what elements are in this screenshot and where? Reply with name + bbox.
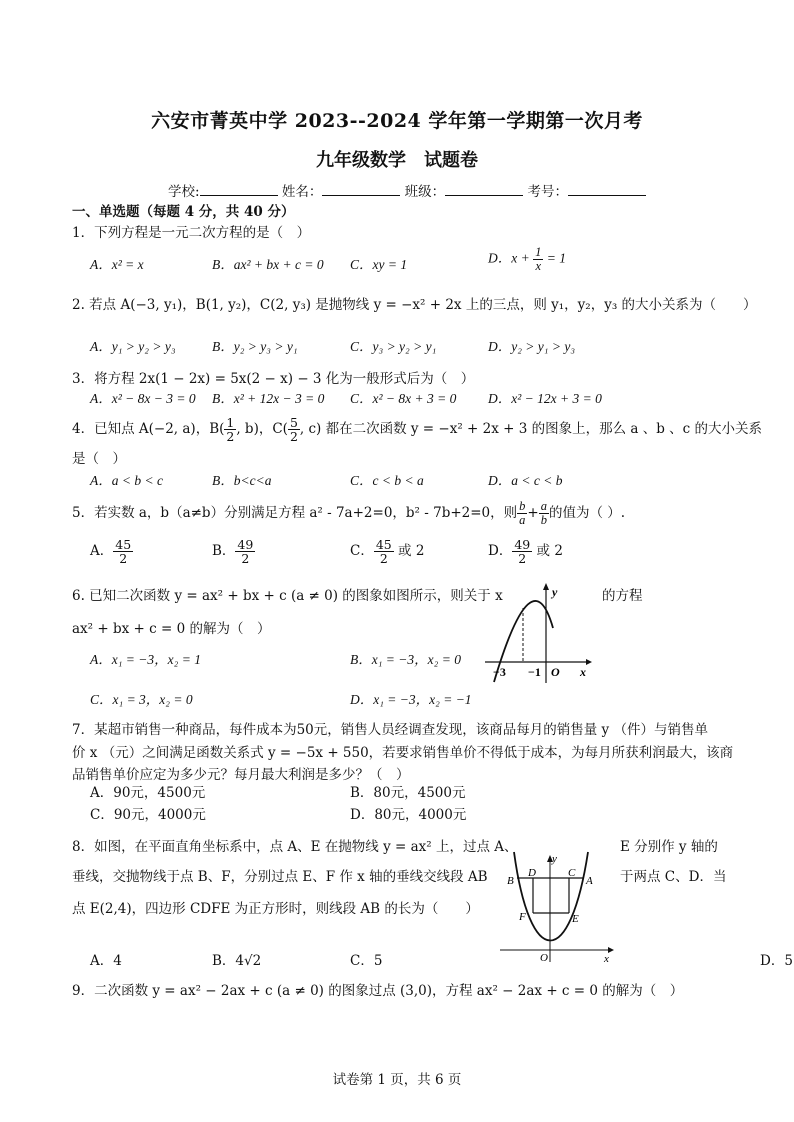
q3-stem: 3．将方程 2x(1 − 2x) = 5x(2 − x) − 3 化为一般形式后为（ ） [72,371,475,387]
q8-stem-line2: 垂线，交抛物线于点 B、F，分别过点 E、F 作 x 轴的垂线交线段 AB [72,869,488,885]
q6-tick-neg1: −1 [528,665,541,679]
q7-stem-line2: 价 x （元）之间满足函数关系式 y = −5x + 550，若要求销售单价不得低于成本，为每月所获利润最大，该商 [72,745,734,761]
q7-stem-line3: 品销售单价应定为多少元？每月最大利润是多少？（ ） [72,767,410,783]
q7-option-b[interactable]: B．80元，4500元 [350,785,466,801]
q8-stem-line3: 点 E(2,4)，四边形 CDFE 为正方形时，则线段 AB 的长为（ ） [72,901,479,917]
class-field[interactable] [445,183,523,196]
q8-parabola-square-graph [500,850,615,965]
q8-x-arrow-icon [608,947,614,953]
q7-option-a[interactable]: A．90元，4500元 [90,785,206,801]
exam-subtitle: 九年级数学 试题卷 [316,150,478,171]
q1-option-c[interactable]: C．xy = 1 [350,257,408,272]
q8-stem-line1-end: E 分别作 y 轴的 [620,839,718,855]
q4-option-c[interactable]: C．c < b < a [350,473,424,488]
school-field[interactable] [200,183,278,196]
q2-stem: 2. 若点 A(−3, y₁)，B(1, y₂)，C(2, y₃) 是抛物线 y = −x² + 2x 上的三点，则 y₁，y₂，y₃ 的大小关系为（ ） [72,297,757,313]
q6-y-label: y [552,585,558,599]
q7-option-c[interactable]: C．90元，4000元 [90,807,206,823]
q8-option-a[interactable]: A．4 [90,953,122,969]
q1-stem: 1．下列方程是一元二次方程的是（ ） [72,225,311,241]
exam-number-field[interactable] [568,183,646,196]
q6-y-arrow-icon [543,583,549,590]
q4-stem-line2: 是（ ） [72,451,126,467]
q8-label-d: D [528,867,536,879]
q4-option-d[interactable]: D．a < c < b [488,473,563,488]
q9-stem: 9．二次函数 y = ax² − 2ax + c (a ≠ 0) 的图象过点 (3,0)，方程 ax² − 2ax + c = 0 的解为（ ） [72,983,684,999]
q5-stem: 5．若实数 a，b（a≠b）分别满足方程 a² - 7a+2=0，b² - 7b+2=0，则 $\frac{b}{a}$ + $\frac{a}{b}$ 的值为（ ）. [72,499,626,527]
section-heading: 一、单选题（每题 4 分，共 40 分） [72,204,295,220]
q2-option-b[interactable]: B．y₂ > y₃ > y₁ [212,339,298,354]
q8-label-e: E [572,913,579,925]
q8-label-y: y [552,853,557,865]
q7-stem-line1: 7．某超市销售一种商品，每件成本为50元，销售人员经调查发现，该商品每月的销售量 y （件）与销售单 [72,722,708,738]
q4-option-b[interactable]: B．b<c<a [212,473,272,488]
q6-option-a[interactable]: A．x₁ = −3，x₂ = 1 [90,652,201,667]
q8-stem-line1: 8．如图，在平面直角坐标系中，点 A、E 在抛物线 y = ax² 上，过点 A、 [72,839,518,855]
q8-label-c: C [568,867,576,879]
q8-label-f: F [519,911,526,923]
q3-option-b[interactable]: B．x² + 12x − 3 = 0 [212,391,325,406]
q6-stem: 6. 已知二次函数 y = ax² + bx + c (a ≠ 0) 的图象如图所示，则关于 x [72,588,503,604]
q6-parabola-graph [480,578,595,688]
class-label: 班级： [404,184,446,200]
q6-option-b[interactable]: B．x₁ = −3，x₂ = 0 [350,652,461,667]
page-footer: 试卷第 1 页，共 6 页 [332,1072,462,1088]
q2-option-a[interactable]: A．y₁ > y₂ > y₃ [90,339,176,354]
q8-label-x: x [604,953,609,965]
q6-x-label: x [580,665,586,679]
q5-option-c[interactable]: C． $\frac{45}{2}$ 或 2 [350,537,425,566]
q4-stem: 4．已知点 A(−2, a)，B( $\frac{1}{2}$ , b)，C( $\frac{5}{2}$ , c) 都在二次函数 y = −x² + 2x + 3 的图象上，那么 a 、b 、c 的大小关系 [72,415,763,444]
name-label: 姓名： [281,184,323,200]
q6-stem-line2: ax² + bx + c = 0 的解为（ ） [72,621,271,637]
q3-option-c[interactable]: C．x² − 8x + 3 = 0 [350,391,457,406]
q8-label-b: B [507,875,514,887]
q1-option-d[interactable]: D．x + $\frac{1}{x}$ = 1 [488,245,566,273]
q6-stem-end: 的方程 [602,588,643,604]
school-label: 学校: [168,184,200,200]
q5-option-b[interactable]: B． $\frac{49}{2}$ [212,537,254,566]
q8-stem-line2-end: 于两点 C、D．当 [620,869,727,885]
q8-option-c[interactable]: C．5 [350,953,383,969]
q3-option-a[interactable]: A．x² − 8x − 3 = 0 [90,391,196,406]
q5-option-a[interactable]: A． $\frac{45}{2}$ [90,537,132,566]
q2-option-c[interactable]: C．y₃ > y₂ > y₁ [350,339,437,354]
q8-label-a: A [586,875,593,887]
q8-option-d[interactable]: D．5 [760,953,793,969]
q4-option-a[interactable]: A．a < b < c [90,473,163,488]
name-field[interactable] [322,183,400,196]
q6-tick-neg3: −3 [493,665,506,679]
q7-option-d[interactable]: D．80元，4000元 [350,807,467,823]
q6-origin-label: O [551,665,560,679]
exam-title: 六安市菁英中学 2023--2024 学年第一学期第一次月考 [151,110,643,132]
q6-option-d[interactable]: D．x₁ = −3，x₂ = −1 [350,692,472,707]
q1-option-a[interactable]: A．x² = x [90,257,144,272]
q3-option-d[interactable]: D．x² − 12x + 3 = 0 [488,391,602,406]
exam-number-label: 考号： [527,184,568,200]
q8-label-o: O [540,952,548,964]
student-info-row [168,183,646,201]
q6-option-c[interactable]: C．x₁ = 3，x₂ = 0 [90,692,193,707]
q8-parabola-curve [514,852,588,941]
q1-option-b[interactable]: B．ax² + bx + c = 0 [212,257,324,272]
q5-option-d[interactable]: D． $\frac{49}{2}$ 或 2 [488,537,563,566]
q2-option-d[interactable]: D．y₂ > y₁ > y₃ [488,339,576,354]
q6-x-arrow-icon [586,659,592,665]
q8-option-b[interactable]: B．4√2 [212,953,262,969]
